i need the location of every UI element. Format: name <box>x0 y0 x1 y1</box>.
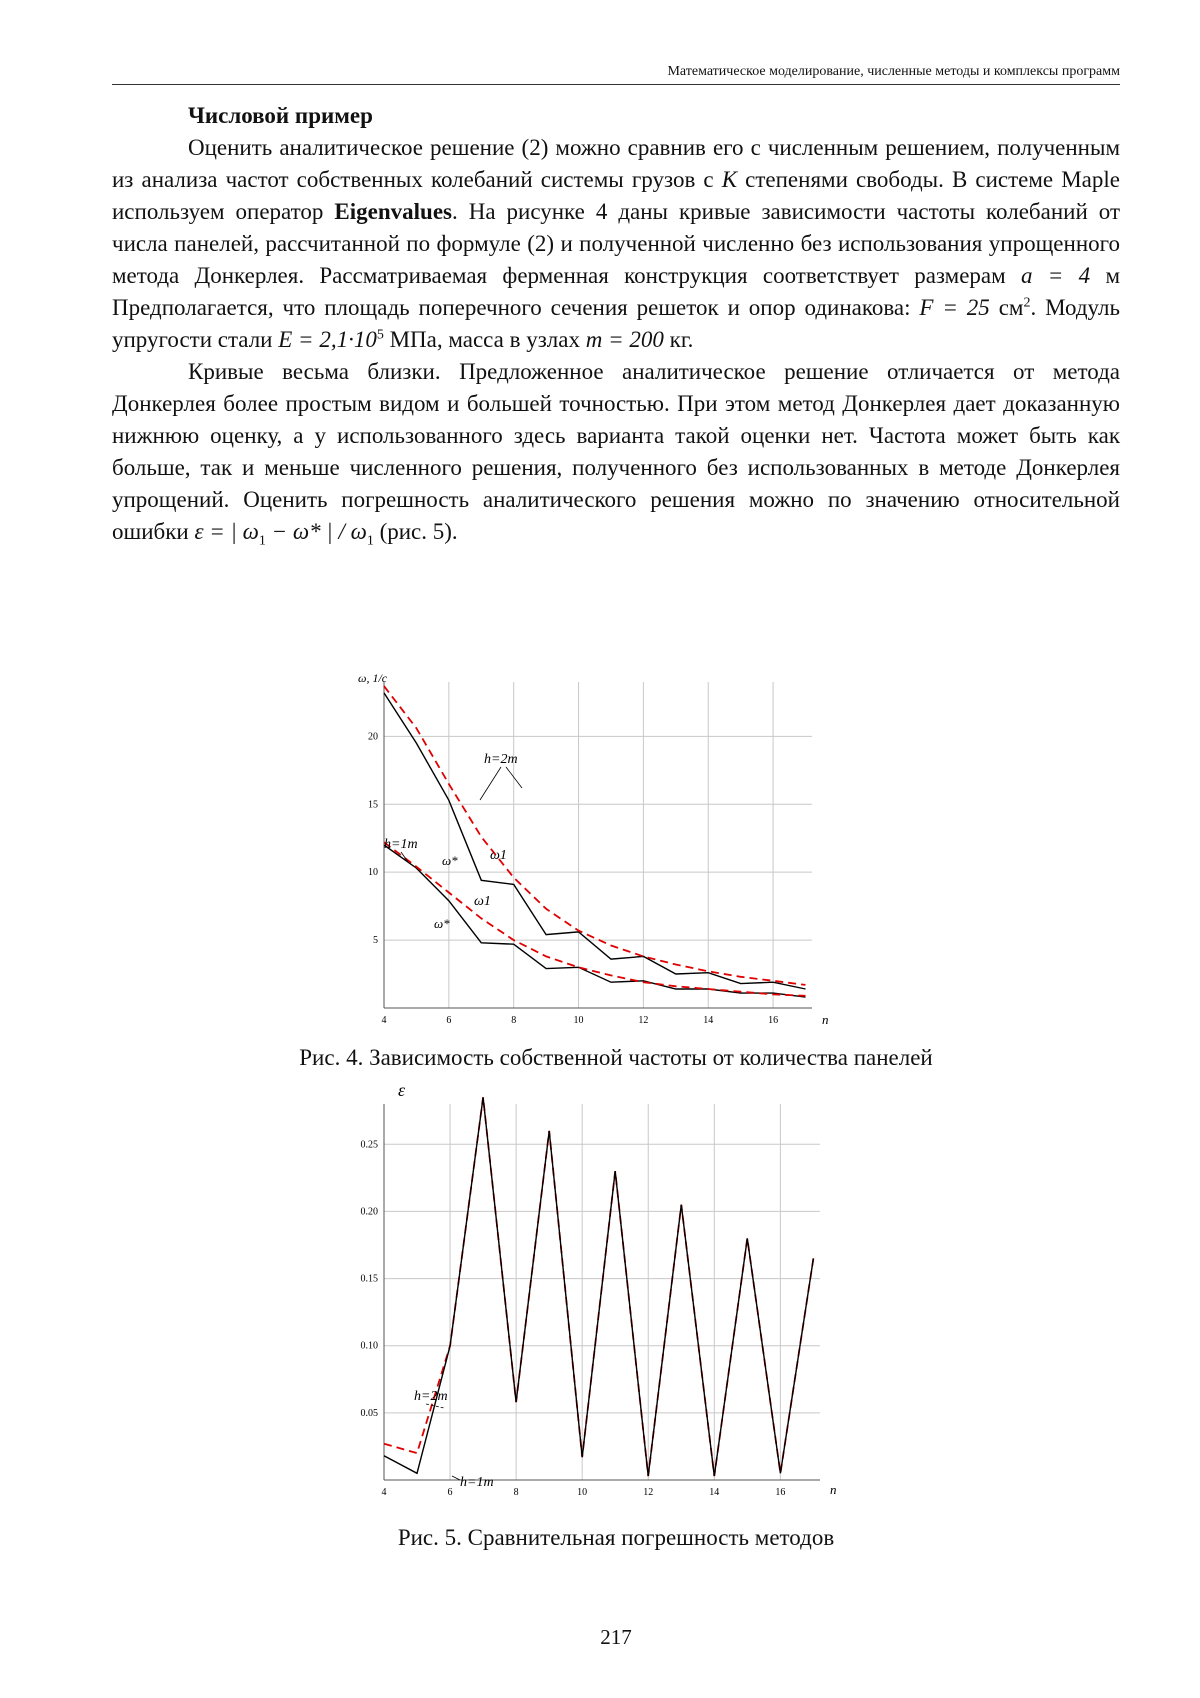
formula-epsilon-sub1: 1 <box>258 533 266 549</box>
f4-x-tick-label: 6 <box>446 1015 452 1026</box>
formula-e: E = 2,1·10 <box>278 327 377 352</box>
f4-x-tick-label: 10 <box>573 1015 584 1026</box>
formula-e-unit: МПа, масса в узлах <box>383 327 586 352</box>
formula-f-exp: 2 <box>1023 295 1031 311</box>
p2-text-a: Кривые весьма близки. Предложенное аналитическое решение отличается от метода Донкерлея более простым видом и большей точностью. При этом метод Донкерлея дает доказанную нижнюю оценку, а у использованного здесь варианта такой оценки нет. Частота может быть как больше, так и меньше численного решения, полученного без использованных в методе Донкерлея упрощений. Оценить погрешность аналитического решения можно по значению относительной ошибки <box>112 359 1120 544</box>
f5-y-tick-label: 0.20 <box>360 1206 378 1218</box>
fig4-annotation-h2m: h=2m <box>484 752 518 767</box>
f4-x-tick-label: 8 <box>511 1015 517 1026</box>
f5-x-tick-label: 16 <box>775 1487 786 1498</box>
f4-y-tick-label: 10 <box>368 867 378 879</box>
f5-y-tick-label: 0.10 <box>360 1340 378 1352</box>
figure-4-chart <box>356 668 848 1032</box>
f5-y-tick-label: 0.25 <box>360 1139 378 1151</box>
figure-5-chart <box>356 1082 848 1510</box>
running-header: Математическое моделирование, численные методы и комплексы программ <box>112 64 1120 85</box>
formula-f-unit: см <box>989 295 1024 320</box>
paragraph-1 <box>112 132 1120 356</box>
p1-eigenvalues: Eigenvalues <box>334 199 452 224</box>
f5-x-tick-label: 6 <box>447 1487 453 1498</box>
f5-x-tick-label: 10 <box>577 1487 588 1498</box>
fig4-annotation-omega1-lower: ω1 <box>474 894 491 909</box>
figure-4-caption: Рис. 4. Зависимость собственной частоты от количества панелей <box>299 1045 933 1070</box>
formula-m-unit: кг. <box>663 327 694 352</box>
f5-x-tick-label: 4 <box>381 1487 387 1498</box>
fig5-x-axis-label: n <box>830 1482 837 1497</box>
section-title: Числовой пример <box>188 103 373 128</box>
fig4-annotation-h1m: h=1m <box>384 837 418 852</box>
f5-x-tick-label: 12 <box>643 1487 654 1498</box>
formula-epsilon: ε = | ω <box>194 519 259 544</box>
p1-text-d: Предполагается, что площадь поперечного сечения решеток и опор одинакова: <box>112 295 920 320</box>
f4-y-tick-label: 20 <box>368 731 378 743</box>
formula-f: F = 25 <box>919 295 990 320</box>
fig5-annotation-h2m: h=2m <box>414 1389 448 1404</box>
formula-m: m = 200 <box>585 327 664 352</box>
f4-x-tick-label: 4 <box>381 1015 387 1026</box>
formula-a: a = 4 <box>1021 263 1091 288</box>
fig4-y-axis-label: ω, 1/c <box>358 671 388 685</box>
p1-text-a: Оценить аналитическое решение (2) можно сравнив его с численным решением, полученным из анализа частот собственных колебаний системы грузов с <box>112 135 1120 192</box>
f4-x-tick-label: 12 <box>638 1015 649 1026</box>
fig5-annotation-h1m: h=1m <box>460 1475 494 1490</box>
fig4-x-axis-label: n <box>822 1012 829 1027</box>
body-text <box>112 100 1120 548</box>
f5-y-tick-label: 0.05 <box>360 1407 378 1419</box>
f5-y-tick-label: 0.15 <box>360 1273 378 1285</box>
formula-e-exp: 5 <box>376 327 384 343</box>
figure-5-caption: Рис. 5. Сравнительная погрешность методов <box>397 1525 835 1550</box>
fig4-annotation-omega1-upper: ω1 <box>490 848 507 863</box>
p1-text-b: степенями свободы. В системе Maple используем оператор <box>112 167 1120 224</box>
f5-x-tick-label: 14 <box>709 1487 720 1498</box>
f4-x-tick-label: 14 <box>703 1015 714 1026</box>
paragraph-2 <box>112 356 1120 548</box>
formula-epsilon-sub2: 1 <box>366 533 374 549</box>
formula-epsilon-2: − ω* | / ω <box>265 519 367 544</box>
f4-y-tick-label: 15 <box>368 799 378 811</box>
formula-a-unit: м <box>1090 263 1120 288</box>
fig5-y-axis-label: ε <box>398 1082 406 1100</box>
fig4-annotation-omega-star-lower: ω* <box>434 916 450 931</box>
f4-y-tick-label: 5 <box>373 935 378 947</box>
p1-text-c: . На рисунке 4 даны кривые зависимости частоты колебаний от числа панелей, рассчитанной по формуле (2) и полученной численно без использования упрощенного метода Донкерлея. Рассматриваемая ферменная конструкция соответствует размерам <box>112 199 1120 288</box>
f5-x-tick-label: 8 <box>513 1487 519 1498</box>
p2-text-b: (рис. 5). <box>373 519 458 544</box>
f4-x-tick-label: 16 <box>768 1015 779 1026</box>
p1-text-e: . Модуль упругости стали <box>112 295 1120 352</box>
fig4-annotation-omega-star-upper: ω* <box>442 853 458 868</box>
page-number: 217 <box>600 1625 632 1649</box>
p1-var-k: K <box>721 167 738 192</box>
